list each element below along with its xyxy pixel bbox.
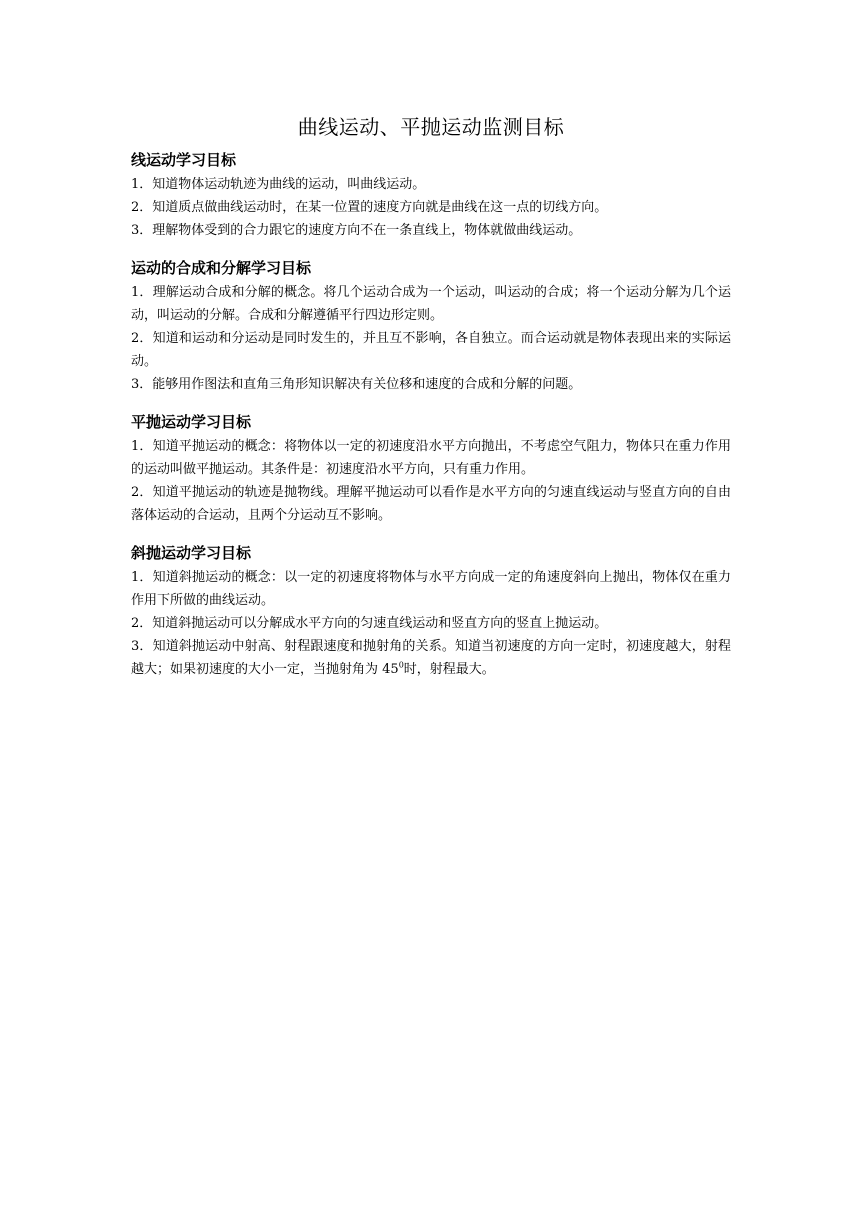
list-item: 2．知道质点做曲线运动时，在某一位置的速度方向就是曲线在这一点的切线方向。	[131, 200, 608, 215]
list-item	[131, 635, 731, 681]
section-motion-composition	[131, 258, 731, 396]
section-heading: 平抛运动学习目标	[131, 413, 252, 431]
section-heading: 斜抛运动学习目标	[131, 544, 252, 562]
list-item: 3．能够用作图法和直角三角形知识解决有关位移和速度的合成和分解的问题。	[131, 377, 582, 392]
list-item: 2．知道斜抛运动可以分解成水平方向的匀速直线运动和竖直方向的竖直上抛运动。	[131, 616, 608, 631]
list-item: 1．知道斜抛运动的概念：以一定的初速度将物体与水平方向成一定的角速度斜向上抛出，物体仅在重力作用下所做的曲线运动。	[131, 570, 731, 608]
list-item: 1．知道物体运动轨迹为曲线的运动，叫曲线运动。	[131, 177, 426, 192]
list-item: 1．理解运动合成和分解的概念。将几个运动合成为一个运动，叫运动的合成；将一个运动分解为几个运动，叫运动的分解。合成和分解遵循平行四边形定则。	[131, 285, 731, 323]
list-item: 1．知道平抛运动的概念：将物体以一定的初速度沿水平方向抛出，不考虑空气阻力，物体只在重力作用的运动叫做平抛运动。其条件是：初速度沿水平方向，只有重力作用。	[131, 439, 731, 477]
list-item: 2．知道和运动和分运动是同时发生的，并且互不影响，各自独立。而合运动就是物体表现出来的实际运动。	[131, 331, 731, 369]
section-oblique-projectile	[131, 543, 731, 681]
list-item: 3．理解物体受到的合力跟它的速度方向不在一条直线上，物体就做曲线运动。	[131, 223, 582, 238]
document-page	[131, 113, 731, 697]
section-heading: 运动的合成和分解学习目标	[131, 259, 312, 277]
section-heading: 线运动学习目标	[131, 151, 237, 169]
document-title: 曲线运动、平抛运动监测目标	[297, 115, 565, 139]
section-projectile-motion	[131, 412, 731, 527]
item-text: 3．知道斜抛运动中射高、射程跟速度和抛射角的关系。知道当初速度的方向一定时，初速度越大，射程越大；如果初速度的大小一定，当抛射角为 45	[131, 639, 731, 677]
item-text: 时，射程最大。	[403, 662, 495, 677]
superscript-text: 0	[398, 660, 404, 670]
list-item: 2．知道平抛运动的轨迹是抛物线。理解平抛运动可以看作是水平方向的匀速直线运动与竖直方向的自由落体运动的合运动，且两个分运动互不影响。	[131, 485, 731, 523]
section-curvilinear-motion	[131, 150, 731, 242]
